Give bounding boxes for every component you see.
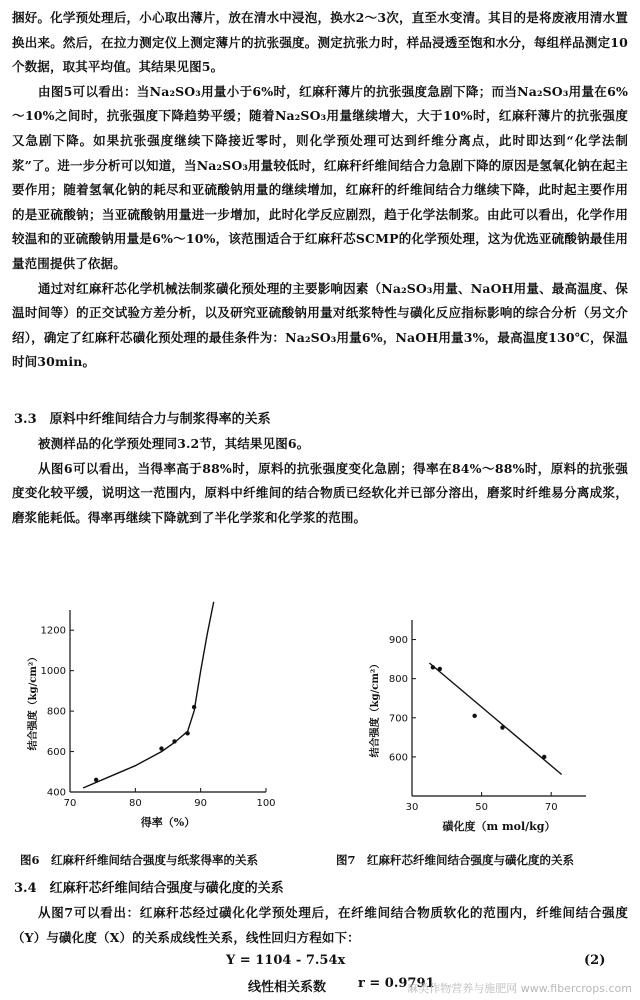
data-point: [472, 714, 476, 718]
data-point: [185, 731, 189, 735]
figure-6-chart: [20, 592, 290, 842]
figure-7-caption: 图7 红麻秆芯纤维间结合强度与磺化度的关系: [336, 853, 574, 867]
data-point: [172, 739, 176, 743]
paragraph-continuation: 捆好。化学预处理后，小心取出薄片，放在清水中浸泡，换水2～3次，直至水变清。其目的是将废液用清水置换出来。然后，在拉力测定仪上测定薄片的抗张强度。测定抗张力时，样品浸透至饱和水分，每组样品测定10个数据，取其平均值。其结果见图5。: [12, 10, 628, 75]
figure-6-caption: 图6 红麻秆纤维间结合强度与纸浆得率的关系: [20, 853, 258, 867]
section-heading-3-4: 3.4 红麻秆芯纤维间结合强度与磺化度的关系: [14, 881, 284, 896]
data-point: [94, 778, 98, 782]
x-tick-label: 90: [194, 798, 208, 809]
section-heading-3-3: 3.3 原料中纤维间结合力与制浆得率的关系: [14, 412, 271, 427]
data-point: [192, 705, 196, 709]
x-tick-label: 100: [256, 798, 276, 809]
y-tick-label: 400: [46, 787, 66, 799]
correlation-value: r = 0.9791: [358, 976, 435, 991]
data-point: [542, 755, 546, 759]
y-axis-label: 结合强度（kg/cm²）: [28, 651, 39, 751]
y-tick-label: 800: [388, 674, 408, 686]
data-point: [431, 665, 435, 669]
paragraph-fig6-intro: 被测样品的化学预处理同3.2节，其结果见图6。: [38, 436, 310, 451]
y-axis-label: 结合强度（kg/cm²）: [370, 658, 381, 758]
data-point: [438, 667, 442, 671]
y-tick-label: 1200: [40, 625, 66, 637]
y-tick-label: 800: [46, 706, 66, 718]
data-point: [159, 746, 163, 750]
watermark: 麻类作物营养与施肥网 www.fibercrops.com: [407, 982, 632, 995]
figure-6: [20, 592, 290, 842]
x-axis-label: 得率（%）: [140, 816, 196, 829]
paragraph-block-3: [12, 901, 628, 950]
series-line: [83, 602, 214, 788]
paragraph-fig7-analysis: 从图7可以看出：红麻秆芯经过磺化化学预处理后，在纤维间结合物质软化的范围内，纤维间结合强度（Y）与磺化度（X）的关系成线性关系，线性回归方程如下：: [12, 905, 628, 945]
x-tick-label: 80: [128, 798, 142, 809]
y-tick-label: 700: [388, 713, 408, 725]
y-tick-label: 600: [388, 752, 408, 764]
x-tick-label: 70: [544, 802, 558, 813]
paragraph-block-1: [12, 6, 628, 375]
regression-equation: Y = 1104 - 7.54x: [226, 953, 346, 968]
data-point: [500, 725, 504, 729]
paragraph-fig5-analysis: 由图5可以看出：当Na₂SO₃用量小于6%时，红麻秆薄片的抗张强度急剧下降；而当Na₂SO₃用量在6%～10%之间时，抗张强度下降趋势平缓；随着Na₂SO₃用量继续增大，大于10%时，红麻秆薄片的抗张强度又急剧下降。如果抗张强度继续下降接近零时，则化学预处理可达到纤维分离点，此时即达到“化学法制浆”了。进一步分析可以知道，当Na₂SO₃用量较低时，红麻秆纤维间结合力急剧下降的原因是氢氧化钠在起主要作用；随着氢氧化钠的耗尽和亚硫酸钠用量的继续增加，红麻秆的纤维间结合力继续下降，此时起主要作用的是亚硫酸钠；当亚硫酸钠用量进一步增加，此时化学反应剧烈，趋于化学法制浆。由此可以看出，化学作用较温和的亚硫酸钠用量是6%～10%，该范围适合于红麻秆芯SCMP的化学预处理，这为优选亚硫酸钠最佳用量范围提供了依据。: [12, 83, 628, 271]
x-tick-label: 30: [405, 802, 419, 813]
y-tick-label: 600: [46, 747, 66, 759]
x-tick-label: 50: [475, 802, 488, 813]
figure-7: [356, 612, 606, 837]
correlation-label: 线性相关系数: [248, 980, 327, 995]
x-tick-label: 70: [63, 798, 77, 809]
x-axis-label: 磺化度（m mol/kg）: [442, 820, 556, 833]
figure-7-chart: [356, 612, 606, 837]
paragraph-optimal-conditions: 通过对红麻秆芯化学机械法制浆磺化预处理的主要影响因素（Na₂SO₃用量、NaOH用量、最高温度、保温时间等）的正交试验方差分析，以及研究亚硫酸钠用量对纸浆特性与磺化反应指标影响的综合分析（另文介绍），确定了红麻秆芯磺化预处理的最佳条件为：Na₂SO₃用量6%，NaOH用量3%，最高温度130℃，保温时间30min。: [12, 280, 628, 370]
equation-number: (2): [584, 953, 606, 968]
paragraph-block-2: [12, 432, 628, 530]
y-tick-label: 900: [388, 635, 408, 647]
y-tick-label: 1000: [40, 666, 66, 678]
paragraph-fig6-analysis: 从图6可以看出，当得率高于88%时，原料的抗张强度变化急剧；得率在84%～88%时，原料的抗张强度变化较平缓，说明这一范围内，原料中纤维间的结合物质已经软化并已部分溶出，磨浆时纤维易分离成浆，磨浆能耗低。得率再继续下降就到了半化学浆和化学浆的范围。: [12, 460, 628, 525]
regression-line: [429, 663, 561, 774]
